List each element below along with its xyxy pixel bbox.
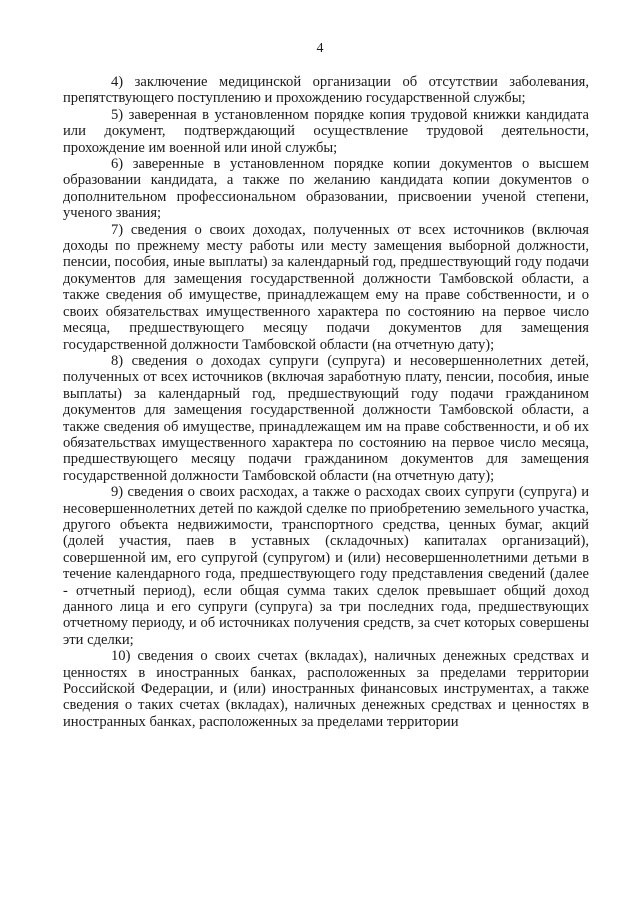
paragraph-item-7: 7) сведения о своих доходах, полученных от всех источников (включая доходы по прежнему месту работы или месту замещения выборной должности, пенсии, пособия, иные выплаты) за календарный год, предшествующий году подачи документов для замещения государственной должности Тамбовской области, а также сведения об имуществе, принадлежащем ему на праве собственности, и о своих обязательствах имущественного характера по состоянию на первое число месяца, предшествующего месяцу подачи документов для замещения государственной должности Тамбовской области (на отчетную дату); [63,221,589,353]
paragraph-item-10: 10) сведения о своих счетах (вкладах), наличных денежных средствах и ценностях в иностранных банках, расположенных за пределами территории Российской Федерации, и (или) иностранных финансовых инструментах, а также сведения о таких счетах (вкладах), наличных денежных средствах и ценностях в иностранных банках, расположенных за пределами территории [63,648,589,730]
paragraph-item-5: 5) заверенная в установленном порядке копия трудовой книжки кандидата или документ, подтверждающий осуществление трудовой деятельности, прохождение им военной или иной службы; [63,106,589,156]
document-body [63,74,589,730]
page-number: 4 [316,41,324,56]
paragraph-item-4: 4) заключение медицинской организации об отсутствии заболевания, препятствующего поступлению и прохождению государственной службы; [63,74,589,107]
paragraph-item-9: 9) сведения о своих расходах, а также о расходах своих супруги (супруга) и несовершеннолетних детей по каждой сделке по приобретению земельного участка, другого объекта недвижимости, транспортного средства, ценных бумаг, акций (долей участия, паев в уставных (складочных) капиталах организаций), совершенной им, его супругой (супругом) и (или) несовершеннолетними детьми в течение календарного года, предшествующего году представления сведений (далее - отчетный период), если общая сумма таких сделок превышает общий доход данного лица и его супруги (супруга) за три последних года, предшествующих отчетному периоду, и об источниках получения средств, за счет которых совершены эти сделки; [63,484,589,648]
paragraph-item-6: 6) заверенные в установленном порядке копии документов о высшем образовании кандидата, а также по желанию кандидата копии документов о дополнительном профессиональном образовании, присвоении ученой степени, ученого звания; [63,156,589,222]
paragraph-item-8: 8) сведения о доходах супруги (супруга) и несовершеннолетних детей, полученных от всех источников (включая заработную плату, пенсии, пособия, иные выплаты) за календарный год, предшествующий году подачи гражданином документов для замещения государственной должности Тамбовской области, а также сведения об имуществе, принадлежащем им на праве собственности, и об их обязательствах имущественного характера по состоянию на первое число месяца, предшествующего месяцу подачи гражданином документов для замещения государственной должности Тамбовской области (на отчетную дату); [63,352,589,484]
